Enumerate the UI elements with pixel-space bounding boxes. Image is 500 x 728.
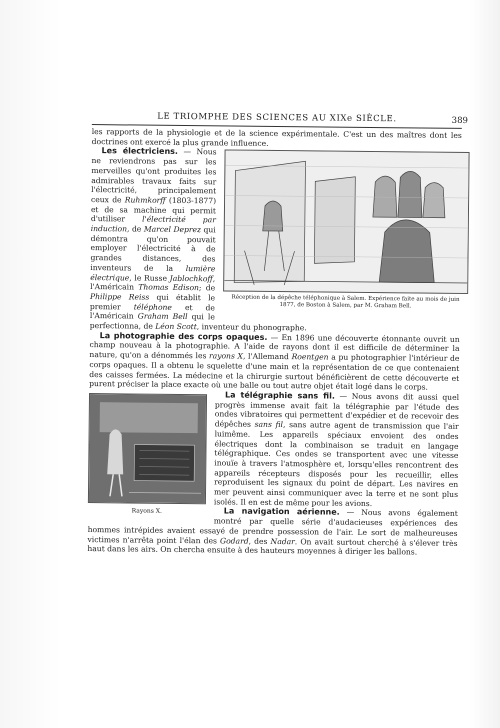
paragraph-photographie: [89, 331, 460, 393]
name-scott: Léon Scott: [155, 321, 197, 332]
term-sans-fil: sans fil: [254, 419, 284, 430]
text-segment: , l'Américain: [90, 273, 216, 292]
telephone-caption: Réception de la dépêche téléphonique à Salem. Expérience faite au mois de juin 1877, de Boston à Salem, par M. Graham Bell.: [231, 294, 460, 310]
figure-telephone: [223, 150, 470, 321]
text-segment: , inventeur du phonographe.: [196, 322, 307, 333]
text-segment: . On avait surtout cherché à s'élever très haut dans les airs. On chercha ensuite à des hauteurs moyennes à diriger les ballons.: [87, 536, 458, 557]
text-segment: , l'Allemand: [242, 351, 292, 362]
name-godard: Godard: [220, 535, 249, 546]
name-roentgen: Roentgen: [291, 352, 329, 362]
term-telephone: téléphone: [133, 302, 172, 312]
term-rayons-x: rayons X: [209, 351, 244, 361]
xray-engraving: [88, 393, 207, 504]
text-segment: a pu photographier l'intérieur de corps opaques. Il a obtenu le squelette d'une main et la représentation de ce que contenaient des caisses fermées. La médecine et la chirurgie surtout bénéficièrent de cette découverte et purent préciser la place exacte où une balle ou tout autre objet était logé dans le corps.: [89, 352, 460, 392]
text-segment: qui établit le premier: [89, 292, 216, 312]
name-jablochkoff: Jablochkoff: [169, 273, 213, 283]
name-ruhmkorff: Ruhmkorff: [124, 195, 166, 205]
book-page: [87, 110, 468, 558]
term-lumiere: lumière électrique: [90, 263, 216, 283]
text-segment: , de: [127, 224, 144, 234]
heading-telegraphie: La télégraphie sans fil.: [224, 390, 335, 401]
text-segment: , le Russe: [129, 273, 170, 283]
text-segment: — Nous ne reviendrons pas sur les merveilles qu'ont produites les admirables travaux faits sur l'électricité, principalement ceux de: [91, 147, 217, 205]
figure-xray: [88, 393, 207, 516]
text-segment: , sans autre agent de transmission que l'air luimême. Les appareils spéciaux envoient des ondes électriques dont la combinaison se traduit en langage télégraphique. Ces ondes se transportent avec une vitesse inouïe à travers l'atmosphère et, lorsqu'elles rencontrent des appareils récepteurs disposés pour les recueillir, elles reproduisent les signaux du point de départ. Les navires en mer peuvent ainsi communiquer avec la terre et ne sont plus isolés. Il en est de même pour les avions.: [213, 420, 459, 508]
text-segment: — En 1896 une découverte étonnante ouvrit un champ nouveau à la photographie. A l'aide de rayons dont il est difficile de déterminer la nature, qu'on a dénommés les: [89, 332, 460, 361]
term-induction: l'électricité par induction: [90, 214, 216, 234]
text-segment: ; de: [198, 283, 216, 293]
text-segment: — Nous avons également montré par quelle série d'audacieuses expériences des hommes intrépides avaient essayé de prendre possession de l'air. Le sort de malheureuses victimes n'arrêta point l'élan des: [87, 508, 458, 545]
heading-navigation: La navigation aérienne.: [223, 506, 340, 518]
text-segment: qui démontra qu'on pouvait employer l'électricité à de grandes distances, des inventeurs de la: [90, 225, 216, 273]
page-number: 389: [451, 115, 468, 126]
running-title: LE TRIOMPHE DES SCIENCES AU XIXe SIÈCLE.: [157, 111, 397, 125]
paragraph-intro: les rapports de la physiologie et de la science expérimentale. C'est un des maîtres dont les doctrines ont exercé la plus grande influence.: [91, 127, 462, 148]
text-segment: et de l'Américain: [89, 302, 215, 321]
text-segment: — Nous avons dit aussi quel progrès immense avait fait la télégraphie par l'étude des ondes vibratoires qui permettent d'expédier et de recevoir des dépêches: [214, 391, 460, 429]
xray-caption: Rayons X.: [131, 507, 162, 515]
heading-electriciens: Les électriciens.: [101, 146, 179, 157]
text-segment: (1803-1877) et de sa machine qui permit d'utiliser: [90, 195, 217, 224]
heading-photographie: La photographie des corps opaques.: [99, 330, 268, 342]
name-nadar: Nadar: [270, 536, 295, 546]
name-deprez: Marcel Deprez: [143, 224, 202, 235]
text-segment: , des: [248, 536, 271, 546]
telephone-engraving: [223, 150, 469, 295]
name-bell: Graham Bell: [137, 311, 188, 322]
text-segment: qui le perfectionna, de: [89, 312, 215, 331]
name-reiss: Philippe Reiss: [90, 292, 150, 302]
page-header: [92, 110, 468, 129]
name-edison: Thomas Edison: [138, 282, 199, 293]
